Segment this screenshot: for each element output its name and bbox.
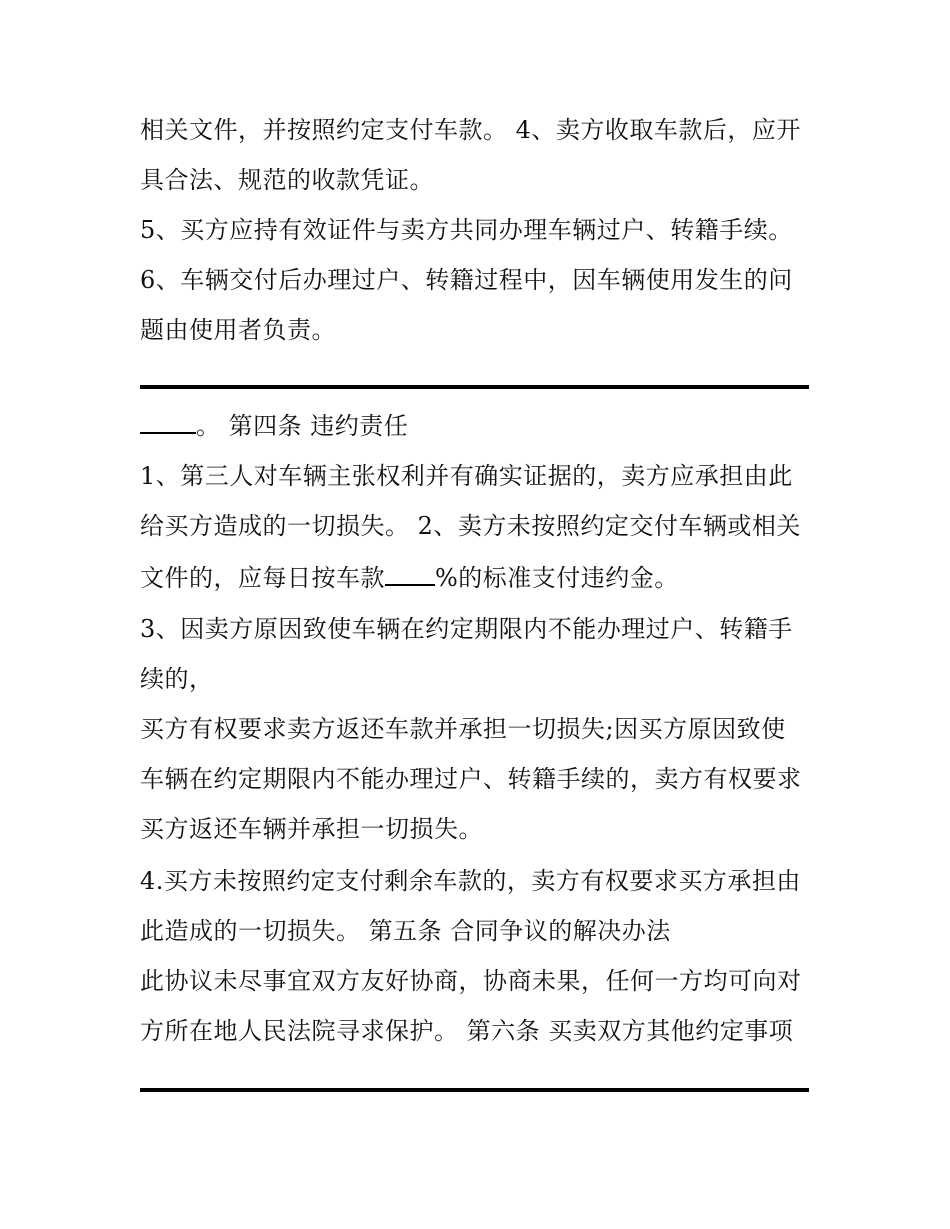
- paragraph-line: 续的，: [140, 665, 214, 693]
- paragraph-line: 5、买方应持有效证件与卖方共同办理车辆过户、转籍手续。: [140, 216, 793, 244]
- divider-rule: [140, 1088, 809, 1092]
- paragraph-line: 此协议未尽事宜双方友好协商，协商未果，任何一方均可向对: [140, 967, 802, 995]
- paragraph-line: 具合法、规范的收款凭证。: [140, 166, 434, 194]
- article-4-heading: [140, 410, 408, 442]
- paragraph-line: 相关文件，并按照约定支付车款。 4、卖方收取车款后，应开: [140, 116, 801, 144]
- paragraph-line: 给买方造成的一切损失。 2、卖方未按照约定交付车辆或相关: [140, 512, 801, 540]
- paragraph-line: 6、车辆交付后办理过户、转籍过程中，因车辆使用发生的问: [140, 266, 793, 294]
- paragraph-line: 3、因卖方原因致使车辆在约定期限内不能办理过户、转籍手: [140, 615, 793, 643]
- paragraph-line: 1、第三人对车辆主张权利并有确实证据的，卖方应承担由此: [140, 462, 793, 490]
- divider-rule: [140, 385, 809, 389]
- paragraph-line: 车辆在约定期限内不能办理过户、转籍手续的，卖方有权要求: [140, 765, 802, 793]
- penalty-prefix: 文件的，应每日按车款: [140, 564, 385, 592]
- paragraph-line: 买方返还车辆并承担一切损失。: [140, 815, 483, 843]
- paragraph-line: 此造成的一切损失。 第五条 合同争议的解决办法: [140, 917, 671, 945]
- article-4-heading-text: 。 第四条 违约责任: [196, 412, 409, 440]
- paragraph-line: 买方有权要求卖方返还车款并承担一切损失;因买方原因致使: [140, 715, 786, 743]
- penalty-line: [140, 562, 679, 594]
- paragraph-line: 4.买方未按照约定支付剩余车款的，卖方有权要求买方承担由: [140, 867, 801, 895]
- penalty-suffix: %的标准支付违约金。: [435, 564, 679, 592]
- paragraph-line: 题由使用者负责。: [140, 316, 336, 344]
- penalty-rate-blank: [385, 562, 435, 586]
- fill-in-blank: [140, 410, 196, 434]
- paragraph-line: 方所在地人民法院寻求保护。 第六条 买卖双方其他约定事项: [140, 1017, 794, 1045]
